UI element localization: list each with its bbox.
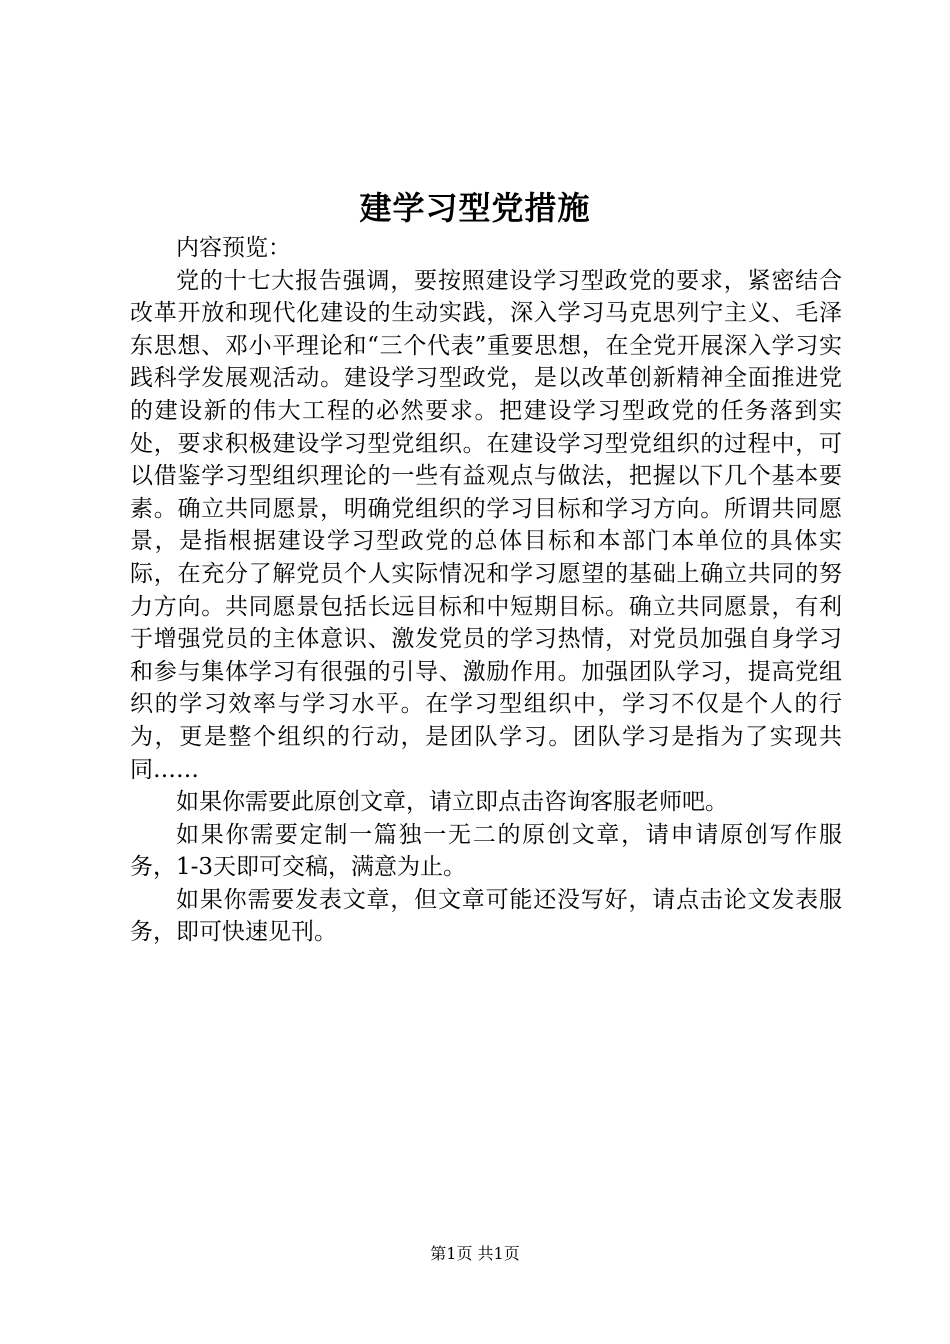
document-body: [130, 232, 842, 949]
publish-paragraph: 如果你需要发表文章，但文章可能还没写好，请点击论文发表服务，即可快速见刊。: [130, 886, 842, 946]
preview-label: 内容预览：: [176, 235, 291, 261]
custom-writing-paragraph: 如果你需要定制一篇独一无二的原创文章，请申请原创写作服务，1-3天即可交稿，满意为止。: [130, 821, 842, 881]
preview-paragraph: 党的十七大报告强调，要按照建设学习型政党的要求，紧密结合改革开放和现代化建设的生动实践，深入学习马克思列宁主义、毛泽东思想、邓小平理论和“三个代表”重要思想，在全党开展深入学习实践科学发展观活动。建设学习型政党，是以改革创新精神全面推进党的建设新的伟大工程的必然要求。把建设学习型政党的任务落到实处，要求积极建设学习型党组织。在建设学习型党组织的过程中，可以借鉴学习型组织理论的一些有益观点与做法，把握以下几个基本要素。确立共同愿景，明确党组织的学习目标和学习方向。所谓共同愿景，是指根据建设学习型政党的总体目标和本部门本单位的具体实际，在充分了解党员个人实际情况和学习愿望的基础上确立共同的努力方向。共同愿景包括长远目标和中短期目标。确立共同愿景，有利于增强党员的主体意识、激发党员的学习热情，对党员加强自身学习和参与集体学习有很强的引导、激励作用。加强团队学习，提高党组织的学习效率与学习水平。在学习型组织中，学习不仅是个人的行为，更是整个组织的行动，是团队学习。团队学习是指为了实现共同……: [130, 267, 842, 783]
page-footer: 第1页 共1页: [430, 1244, 520, 1263]
document-title: 建学习型党措施: [359, 189, 591, 227]
consult-paragraph: 如果你需要此原创文章，请立即点击咨询客服老师吧。: [176, 789, 728, 816]
